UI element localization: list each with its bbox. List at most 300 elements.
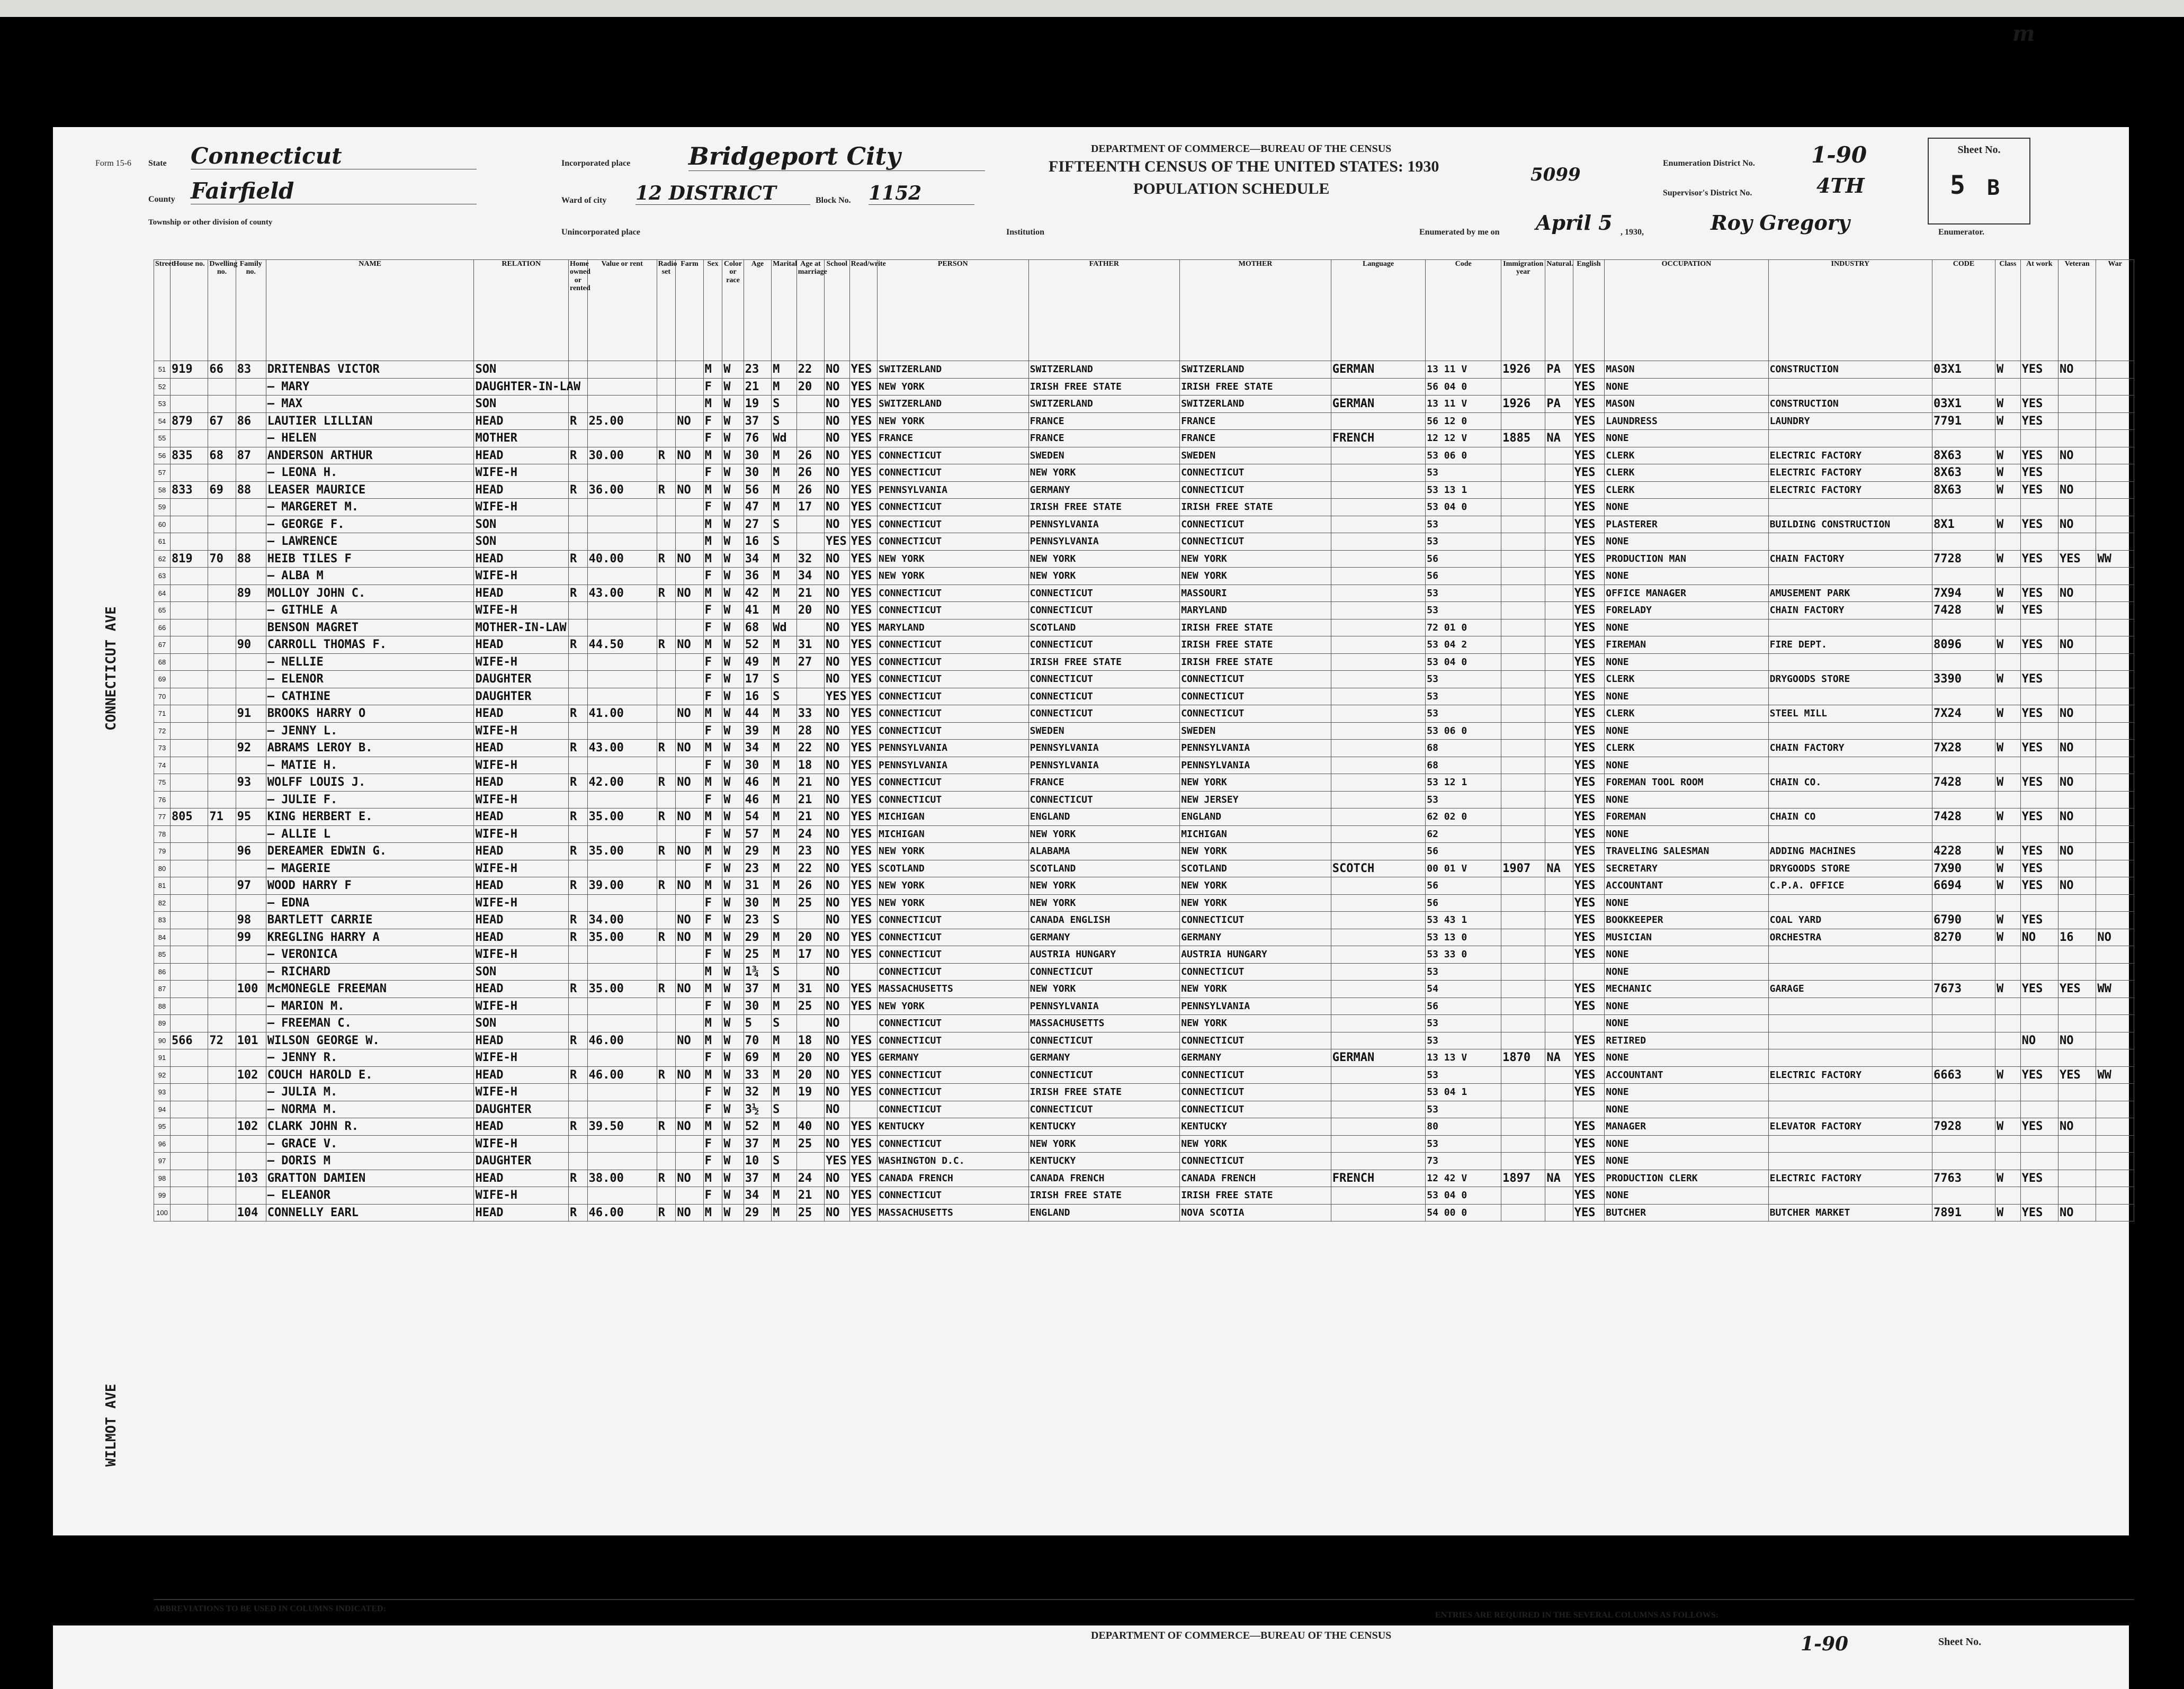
radio-cell: R bbox=[657, 740, 676, 757]
farm-cell: NO bbox=[676, 412, 703, 430]
relation-cell: WIFE-H bbox=[474, 653, 569, 671]
house-number-cell bbox=[170, 568, 208, 585]
name-cell: BARTLETT CARRIE bbox=[266, 912, 474, 929]
mother-birthplace-cell: GERMANY bbox=[1180, 1049, 1331, 1067]
language-cell bbox=[1331, 1135, 1426, 1153]
industry-cell bbox=[1768, 722, 1932, 740]
immigration-year-cell bbox=[1501, 481, 1545, 499]
war-cell bbox=[2096, 499, 2134, 516]
war-cell bbox=[2096, 843, 2134, 860]
at-work-cell bbox=[2020, 998, 2058, 1015]
table-row bbox=[154, 705, 2134, 723]
name-cell: McMONEGLE FREEMAN bbox=[266, 981, 474, 998]
language-cell bbox=[1331, 1101, 1426, 1118]
home-value-cell: 38.00 bbox=[587, 1170, 657, 1187]
english-cell: YES bbox=[1573, 653, 1605, 671]
veteran-cell: NO bbox=[2058, 843, 2096, 860]
industry-cell: STEEL MILL bbox=[1768, 705, 1932, 723]
literacy-cell: YES bbox=[849, 774, 877, 792]
name-cell: — HELEN bbox=[266, 430, 474, 447]
home-value-cell: 41.00 bbox=[587, 705, 657, 723]
home-owned-cell: R bbox=[568, 1066, 587, 1084]
age-married-cell: 17 bbox=[796, 946, 824, 964]
farm-cell bbox=[676, 1101, 703, 1118]
relation-cell: SON bbox=[474, 533, 569, 551]
enum-district-label: Enumeration District No. bbox=[1663, 159, 1755, 168]
english-cell: YES bbox=[1573, 791, 1605, 808]
mother-birthplace-cell: FRANCE bbox=[1180, 412, 1331, 430]
table-row bbox=[154, 1101, 2134, 1118]
age-married-cell bbox=[796, 1015, 824, 1032]
class-cell: W bbox=[1995, 1204, 2021, 1221]
language-cell bbox=[1331, 464, 1426, 482]
at-work-cell bbox=[2020, 946, 2058, 964]
veteran-cell: NO bbox=[2058, 585, 2096, 602]
radio-cell bbox=[657, 1084, 676, 1101]
name-cell: — MARY bbox=[266, 378, 474, 396]
occupation-code-cell bbox=[1932, 894, 1995, 912]
war-cell bbox=[2096, 1204, 2134, 1221]
marital-cell: M bbox=[772, 550, 797, 568]
home-owned-cell: R bbox=[568, 912, 587, 929]
radio-cell bbox=[657, 430, 676, 447]
table-row bbox=[154, 722, 2134, 740]
industry-cell bbox=[1768, 378, 1932, 396]
radio-cell bbox=[657, 568, 676, 585]
line-number-cell: 68 bbox=[154, 653, 171, 671]
literacy-cell: YES bbox=[849, 843, 877, 860]
home-owned-cell bbox=[568, 464, 587, 482]
immigration-year-cell: 1926 bbox=[1501, 361, 1545, 379]
marital-cell: Wd bbox=[772, 619, 797, 636]
language-cell: FRENCH bbox=[1331, 1170, 1426, 1187]
class-cell: W bbox=[1995, 464, 2021, 482]
school-cell: NO bbox=[825, 894, 850, 912]
farm-cell bbox=[676, 430, 703, 447]
mother-birthplace-cell: CONNECTICUT bbox=[1180, 688, 1331, 705]
relation-cell: HEAD bbox=[474, 912, 569, 929]
farm-cell bbox=[676, 533, 703, 551]
sheet-label: Sheet No. bbox=[1957, 144, 2001, 156]
line-number-cell: 78 bbox=[154, 825, 171, 843]
language-cell bbox=[1331, 722, 1426, 740]
at-work-cell bbox=[2020, 1015, 2058, 1032]
naturalization-cell bbox=[1545, 1032, 1573, 1049]
relation-cell: HEAD bbox=[474, 1170, 569, 1187]
code-cell: 53 12 1 bbox=[1426, 774, 1501, 792]
home-value-cell bbox=[587, 499, 657, 516]
immigration-year-cell bbox=[1501, 1084, 1545, 1101]
name-cell: — NORMA M. bbox=[266, 1101, 474, 1118]
name-cell: MOLLOY JOHN C. bbox=[266, 585, 474, 602]
marital-cell: M bbox=[772, 602, 797, 619]
family-number-cell bbox=[236, 894, 266, 912]
language-cell bbox=[1331, 533, 1426, 551]
class-cell: W bbox=[1995, 1118, 2021, 1136]
home-value-cell bbox=[587, 653, 657, 671]
school-cell: NO bbox=[825, 361, 850, 379]
age-cell: 27 bbox=[744, 516, 771, 533]
industry-cell bbox=[1768, 757, 1932, 774]
occupation-code-cell: 7428 bbox=[1932, 602, 1995, 619]
immigration-year-cell bbox=[1501, 688, 1545, 705]
house-number-cell bbox=[170, 636, 208, 654]
column-header: Sex bbox=[703, 260, 722, 361]
form-number: Form 15-6 bbox=[95, 159, 131, 168]
school-cell: NO bbox=[825, 585, 850, 602]
line-number-cell: 82 bbox=[154, 894, 171, 912]
class-cell: W bbox=[1995, 585, 2021, 602]
code-cell: 56 12 0 bbox=[1426, 412, 1501, 430]
school-cell: NO bbox=[825, 550, 850, 568]
house-number-cell bbox=[170, 464, 208, 482]
marital-cell: M bbox=[772, 1066, 797, 1084]
literacy-cell: YES bbox=[849, 585, 877, 602]
radio-cell: R bbox=[657, 447, 676, 464]
school-cell: NO bbox=[825, 1170, 850, 1187]
occupation-cell: FOREMAN bbox=[1605, 808, 1768, 826]
relation-cell: WIFE-H bbox=[474, 791, 569, 808]
mother-birthplace-cell: CONNECTICUT bbox=[1180, 1032, 1331, 1049]
family-number-cell bbox=[236, 963, 266, 981]
age-cell: 37 bbox=[744, 1170, 771, 1187]
veteran-cell bbox=[2058, 894, 2096, 912]
age-married-cell: 22 bbox=[796, 740, 824, 757]
veteran-cell: YES bbox=[2058, 550, 2096, 568]
mother-birthplace-cell: CONNECTICUT bbox=[1180, 1066, 1331, 1084]
sex-cell: M bbox=[703, 636, 722, 654]
family-number-cell bbox=[236, 378, 266, 396]
at-work-cell bbox=[2020, 894, 2058, 912]
code-cell: 73 bbox=[1426, 1153, 1501, 1170]
house-number-cell bbox=[170, 619, 208, 636]
line-number-cell: 79 bbox=[154, 843, 171, 860]
age-married-cell: 31 bbox=[796, 981, 824, 998]
department-title: DEPARTMENT OF COMMERCE—BUREAU OF THE CENSUS bbox=[1091, 143, 1392, 155]
home-value-cell bbox=[587, 671, 657, 688]
farm-cell: NO bbox=[676, 981, 703, 998]
dwelling-number-cell: 69 bbox=[208, 481, 236, 499]
name-cell: DEREAMER EDWIN G. bbox=[266, 843, 474, 860]
father-birthplace-cell: CONNECTICUT bbox=[1028, 688, 1180, 705]
occupation-code-cell: 3390 bbox=[1932, 671, 1995, 688]
dwelling-number-cell bbox=[208, 396, 236, 413]
immigration-year-cell bbox=[1501, 602, 1545, 619]
sheet-side: B bbox=[1987, 176, 2000, 200]
naturalization-cell: PA bbox=[1545, 361, 1573, 379]
birthplace-cell: CONNECTICUT bbox=[878, 946, 1029, 964]
name-cell: — FREEMAN C. bbox=[266, 1015, 474, 1032]
veteran-cell bbox=[2058, 825, 2096, 843]
occupation-code-cell bbox=[1932, 1084, 1995, 1101]
home-owned-cell: R bbox=[568, 1170, 587, 1187]
naturalization-cell bbox=[1545, 568, 1573, 585]
farm-cell: NO bbox=[676, 1118, 703, 1136]
age-cell: 17 bbox=[744, 671, 771, 688]
family-number-cell: 91 bbox=[236, 705, 266, 723]
stamp-number: 5099 bbox=[1530, 164, 1581, 185]
sex-cell: M bbox=[703, 808, 722, 826]
race-cell: W bbox=[722, 1015, 744, 1032]
occupation-cell: TRAVELING SALESMAN bbox=[1605, 843, 1768, 860]
line-number-cell: 64 bbox=[154, 585, 171, 602]
table-row bbox=[154, 464, 2134, 482]
name-cell: — JENNY L. bbox=[266, 722, 474, 740]
immigration-year-cell bbox=[1501, 808, 1545, 826]
home-owned-cell: R bbox=[568, 929, 587, 946]
home-owned-cell: R bbox=[568, 1118, 587, 1136]
dwelling-number-cell bbox=[208, 722, 236, 740]
birthplace-cell: CONNECTICUT bbox=[878, 705, 1029, 723]
marital-cell: M bbox=[772, 499, 797, 516]
father-birthplace-cell: IRISH FREE STATE bbox=[1028, 1084, 1180, 1101]
father-birthplace-cell: IRISH FREE STATE bbox=[1028, 1187, 1180, 1205]
binder-hole bbox=[2155, 1387, 2170, 1402]
dwelling-number-cell bbox=[208, 981, 236, 998]
occupation-cell: NONE bbox=[1605, 1135, 1768, 1153]
at-work-cell: YES bbox=[2020, 705, 2058, 723]
line-number-cell: 81 bbox=[154, 877, 171, 895]
farm-cell bbox=[676, 1049, 703, 1067]
table-row bbox=[154, 361, 2134, 379]
name-cell: WOLFF LOUIS J. bbox=[266, 774, 474, 792]
literacy-cell: YES bbox=[849, 860, 877, 877]
father-birthplace-cell: GERMANY bbox=[1028, 481, 1180, 499]
class-cell: W bbox=[1995, 774, 2021, 792]
industry-cell: ELEVATOR FACTORY bbox=[1768, 1118, 1932, 1136]
column-header: House no. bbox=[170, 260, 208, 361]
mother-birthplace-cell: NEW YORK bbox=[1180, 774, 1331, 792]
birthplace-cell: CONNECTICUT bbox=[878, 671, 1029, 688]
occupation-code-cell bbox=[1932, 378, 1995, 396]
at-work-cell: NO bbox=[2020, 1032, 2058, 1049]
code-cell: 56 bbox=[1426, 877, 1501, 895]
family-number-cell: 89 bbox=[236, 585, 266, 602]
age-cell: 5 bbox=[744, 1015, 771, 1032]
naturalization-cell bbox=[1545, 1187, 1573, 1205]
language-cell bbox=[1331, 843, 1426, 860]
school-cell: NO bbox=[825, 1084, 850, 1101]
occupation-cell: NONE bbox=[1605, 533, 1768, 551]
father-birthplace-cell: NEW YORK bbox=[1028, 550, 1180, 568]
race-cell: W bbox=[722, 430, 744, 447]
relation-cell: HEAD bbox=[474, 929, 569, 946]
war-cell bbox=[2096, 912, 2134, 929]
marital-cell: M bbox=[772, 757, 797, 774]
relation-cell: WIFE-H bbox=[474, 464, 569, 482]
table-row bbox=[154, 1066, 2134, 1084]
occupation-code-cell bbox=[1932, 1015, 1995, 1032]
dwelling-number-cell bbox=[208, 499, 236, 516]
class-cell bbox=[1995, 1015, 2021, 1032]
dwelling-number-cell bbox=[208, 912, 236, 929]
birthplace-cell: CONNECTICUT bbox=[878, 1066, 1029, 1084]
farm-cell: NO bbox=[676, 1204, 703, 1221]
age-married-cell: 20 bbox=[796, 1049, 824, 1067]
marital-cell: M bbox=[772, 860, 797, 877]
home-owned-cell bbox=[568, 1084, 587, 1101]
home-owned-cell bbox=[568, 499, 587, 516]
house-number-cell: 566 bbox=[170, 1032, 208, 1049]
code-cell: 53 bbox=[1426, 464, 1501, 482]
birthplace-cell: PENNSYLVANIA bbox=[878, 481, 1029, 499]
at-work-cell: YES bbox=[2020, 1170, 2058, 1187]
home-value-cell bbox=[587, 963, 657, 981]
father-birthplace-cell: PENNSYLVANIA bbox=[1028, 740, 1180, 757]
dwelling-number-cell bbox=[208, 516, 236, 533]
name-cell: — JULIE F. bbox=[266, 791, 474, 808]
line-number-cell: 87 bbox=[154, 981, 171, 998]
age-cell: 25 bbox=[744, 946, 771, 964]
english-cell: YES bbox=[1573, 1170, 1605, 1187]
school-cell: NO bbox=[825, 1118, 850, 1136]
marital-cell: M bbox=[772, 447, 797, 464]
literacy-cell: YES bbox=[849, 740, 877, 757]
age-married-cell bbox=[796, 412, 824, 430]
line-number-cell: 84 bbox=[154, 929, 171, 946]
school-cell: YES bbox=[825, 688, 850, 705]
home-owned-cell: R bbox=[568, 412, 587, 430]
age-cell: 29 bbox=[744, 1204, 771, 1221]
mother-birthplace-cell: IRISH FREE STATE bbox=[1180, 619, 1331, 636]
age-cell: 76 bbox=[744, 430, 771, 447]
home-value-cell bbox=[587, 757, 657, 774]
literacy-cell: YES bbox=[849, 516, 877, 533]
sex-cell: M bbox=[703, 1066, 722, 1084]
farm-cell bbox=[676, 1187, 703, 1205]
occupation-code-cell bbox=[1932, 1187, 1995, 1205]
age-cell: 49 bbox=[744, 653, 771, 671]
home-value-cell bbox=[587, 602, 657, 619]
line-number-cell: 62 bbox=[154, 550, 171, 568]
home-value-cell bbox=[587, 1015, 657, 1032]
house-number-cell bbox=[170, 740, 208, 757]
literacy-cell: YES bbox=[849, 929, 877, 946]
table-row bbox=[154, 1084, 2134, 1101]
birthplace-cell: WASHINGTON D.C. bbox=[878, 1153, 1029, 1170]
block-label: Block No. bbox=[816, 196, 851, 205]
house-number-cell bbox=[170, 1187, 208, 1205]
naturalization-cell bbox=[1545, 481, 1573, 499]
age-cell: 56 bbox=[744, 481, 771, 499]
industry-cell: C.P.A. OFFICE bbox=[1768, 877, 1932, 895]
race-cell: W bbox=[722, 499, 744, 516]
literacy-cell: YES bbox=[849, 1049, 877, 1067]
family-number-cell: 88 bbox=[236, 481, 266, 499]
code-cell: 53 13 1 bbox=[1426, 481, 1501, 499]
occupation-cell: NONE bbox=[1605, 894, 1768, 912]
code-cell: 53 04 2 bbox=[1426, 636, 1501, 654]
farm-cell bbox=[676, 1015, 703, 1032]
marital-cell: M bbox=[772, 998, 797, 1015]
at-work-cell bbox=[2020, 653, 2058, 671]
occupation-cell: PRODUCTION CLERK bbox=[1605, 1170, 1768, 1187]
occupation-cell: MANAGER bbox=[1605, 1118, 1768, 1136]
mother-birthplace-cell: MICHIGAN bbox=[1180, 825, 1331, 843]
race-cell: W bbox=[722, 1118, 744, 1136]
immigration-year-cell bbox=[1501, 705, 1545, 723]
at-work-cell bbox=[2020, 1101, 2058, 1118]
class-cell: W bbox=[1995, 396, 2021, 413]
birthplace-cell: CONNECTICUT bbox=[878, 722, 1029, 740]
dwelling-number-cell bbox=[208, 1084, 236, 1101]
marital-cell: M bbox=[772, 1187, 797, 1205]
language-cell bbox=[1331, 602, 1426, 619]
occupation-code-cell: 7763 bbox=[1932, 1170, 1995, 1187]
naturalization-cell bbox=[1545, 619, 1573, 636]
family-number-cell bbox=[236, 825, 266, 843]
school-cell: YES bbox=[825, 1153, 850, 1170]
sex-cell: M bbox=[703, 963, 722, 981]
industry-cell: LAUNDRY bbox=[1768, 412, 1932, 430]
mother-birthplace-cell: AUSTRIA HUNGARY bbox=[1180, 946, 1331, 964]
age-married-cell: 26 bbox=[796, 877, 824, 895]
table-row bbox=[154, 378, 2134, 396]
column-header: Home owned or rented bbox=[568, 260, 587, 361]
father-birthplace-cell: CONNECTICUT bbox=[1028, 1101, 1180, 1118]
veteran-cell: NO bbox=[2058, 481, 2096, 499]
code-cell: 53 04 0 bbox=[1426, 1187, 1501, 1205]
at-work-cell bbox=[2020, 430, 2058, 447]
naturalization-cell bbox=[1545, 705, 1573, 723]
immigration-year-cell bbox=[1501, 1032, 1545, 1049]
war-cell bbox=[2096, 1135, 2134, 1153]
birthplace-cell: MICHIGAN bbox=[878, 808, 1029, 826]
family-number-cell: 104 bbox=[236, 1204, 266, 1221]
farm-cell bbox=[676, 361, 703, 379]
race-cell: W bbox=[722, 774, 744, 792]
age-cell: 39 bbox=[744, 722, 771, 740]
family-number-cell bbox=[236, 1049, 266, 1067]
age-married-cell: 40 bbox=[796, 1118, 824, 1136]
sex-cell: F bbox=[703, 671, 722, 688]
radio-cell bbox=[657, 361, 676, 379]
street-label-connecticut: CONNECTICUT AVE bbox=[103, 606, 119, 731]
school-cell: NO bbox=[825, 1101, 850, 1118]
english-cell: YES bbox=[1573, 877, 1605, 895]
binder-hole bbox=[2155, 254, 2170, 269]
occupation-code-cell bbox=[1932, 653, 1995, 671]
birthplace-cell: CONNECTICUT bbox=[878, 464, 1029, 482]
name-cell: ANDERSON ARTHUR bbox=[266, 447, 474, 464]
english-cell: YES bbox=[1573, 688, 1605, 705]
school-cell: NO bbox=[825, 791, 850, 808]
school-cell: NO bbox=[825, 860, 850, 877]
industry-cell bbox=[1768, 791, 1932, 808]
age-cell: 34 bbox=[744, 550, 771, 568]
family-number-cell: 100 bbox=[236, 981, 266, 998]
column-header: At work bbox=[2020, 260, 2058, 361]
sex-cell: M bbox=[703, 585, 722, 602]
table-row bbox=[154, 946, 2134, 964]
at-work-cell: YES bbox=[2020, 1204, 2058, 1221]
code-cell: 56 bbox=[1426, 568, 1501, 585]
family-number-cell bbox=[236, 722, 266, 740]
age-cell: 37 bbox=[744, 981, 771, 998]
industry-cell bbox=[1768, 1049, 1932, 1067]
race-cell: W bbox=[722, 1032, 744, 1049]
class-cell bbox=[1995, 1135, 2021, 1153]
class-cell: W bbox=[1995, 740, 2021, 757]
literacy-cell: YES bbox=[849, 1066, 877, 1084]
ward-label: Ward of city bbox=[561, 196, 607, 205]
english-cell: YES bbox=[1573, 1187, 1605, 1205]
line-number-cell: 69 bbox=[154, 671, 171, 688]
father-birthplace-cell: CANADA FRENCH bbox=[1028, 1170, 1180, 1187]
dwelling-number-cell bbox=[208, 1101, 236, 1118]
class-cell bbox=[1995, 1187, 2021, 1205]
war-cell: NO bbox=[2096, 929, 2134, 946]
